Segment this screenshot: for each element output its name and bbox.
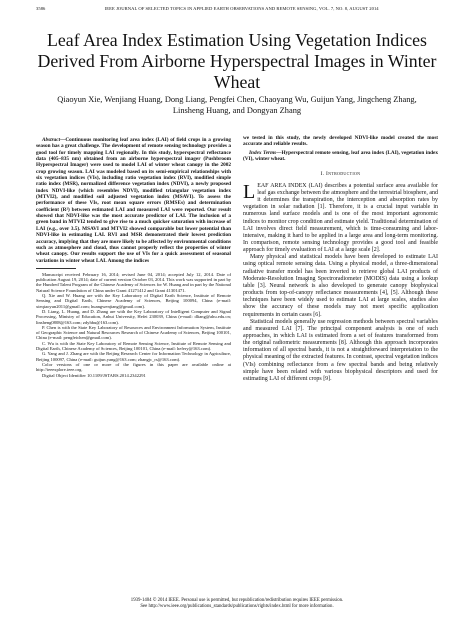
footnote-doi: Digital Object Identifier 10.1109/JSTARS.2014.2342291 xyxy=(42,372,146,378)
intro-first-words: EAF AREA INDEX xyxy=(257,182,307,189)
index-terms xyxy=(243,150,438,163)
section-heading: I. Introduction xyxy=(320,171,361,178)
page-number: 3586 xyxy=(36,6,46,11)
abstract-lead: Abstract xyxy=(42,137,61,143)
copyright-footer xyxy=(36,598,438,610)
drop-cap: L xyxy=(243,180,256,203)
footnote-color-versions: Color versions of one or more of the figures in this paper are available online at http://ieeexplore.ieee.org. xyxy=(36,361,231,373)
footnote-affiliation: C. Wu is with the State Key Laboratory of Remote Sensing Science, Institute of Remote Sensing and Digital Earth, Chinese Academy of Sciences, Beijing 100101, China (e-mail: hefery@163.com). xyxy=(36,340,231,352)
running-head xyxy=(36,6,438,11)
journal-name: IEEE JOURNAL OF SELECTED TOPICS IN APPLIED EARTH OBSERVATIONS AND REMOTE SENSING, VOL. 7, NO. 8, AUGUST 2014 xyxy=(104,6,379,11)
intro-paragraph-2: Many physical and statistical models have been developed to estimate LAI using optical remote sensing data. Using a physical model, a three-dimensional radiative transfer model has been inverted to retrieve global LAI products of Moderate-Resolution Imaging Spectroradiometer (MODIS) data using a lookup table [3]. Neural network is also developed to generate canopy biophysical products from top-of-canopy reflectance measurements [4], [5]. Although these techniques have been widely used to estimate LAI at large scales, studies also show the accuracy of these models may not meet specific application requirements in certain cases [6]. xyxy=(243,254,438,318)
footnote-affiliation: Q. Xie and W. Huang are with the Key Laboratory of Digital Earth Science, Institute of Remote Sensing and Digital Earth, Chinese Academy of Sciences, Beijing 100094, China (e-mail: xieqiaoyun2011@gmail.com; huangwenjiang@gmail.com). xyxy=(36,293,231,309)
copyright-line: 1939-1404 © 2014 IEEE. Personal use is permitted, but republication/redistribution requires IEEE permission. xyxy=(130,598,344,603)
footnote-affiliation: G. Yang and J. Zhang are with the Beijing Research Center for Information Technology in Agriculture, Beijing 100097, China (e-mail: guijun.yang@163.com; zhangjc_rs@163.com). xyxy=(36,351,231,362)
intro-paragraph-1 xyxy=(243,180,438,255)
intro-paragraph-3: Statistical models generally use regression methods between spectral variables and measured LAI [7]. The principal component analysis is one of such approaches, in which LAI is estimated from a set of features transformed from the original radiometric measurements [8]. Although this approach incorporates information of all spectral bands, it is not a straightforward interpretation to the physical meaning of the extracted features. In contrast, spectral vegetation indices (VIs) combining reflectance from a few spectral bands and being relatively simple have been related with various biophysical descriptors and used for estimating LAI of different crops [9]. xyxy=(243,318,438,382)
paper-title: Leaf Area Index Estimation Using Vegetation Indices Derived From Airborne Hyperspectral Images in Winter Wheat xyxy=(37,30,437,92)
rights-link-line: See http://www.ieee.org/publications_standards/publications/rights/index.html for more information. xyxy=(140,604,334,609)
abstract-continued: we tested in this study, the newly developed NDVI-like model created the most accurate and reliable results. xyxy=(243,135,438,148)
footnote-manuscript: Manuscript received February 16, 2014; revised June 04, 2014; accepted July 12, 2014. Date of publication August 19, 2014; date of current version October 03, 2014. This work was supported in part by the Hundred Talent Program of the Chinese Academy of Sciences for W. Huang and in part by the National Natural Science Foundation of China under Grant 41271412 and Grant 41301471. xyxy=(36,271,231,293)
author-list: Qiaoyun Xie, Wenjiang Huang, Dong Liang, Pengfei Chen, Chaoyang Wu, Guijun Yang, Jingcheng Zhang, Linsheng Huang, and Dongyan Zhang xyxy=(57,95,417,115)
footnote-affiliation: P. Chen is with the State Key Laboratory of Resources and Environment Information System, Institute of Geographic Science and Natural Resources Research of Chinese Academy of Sciences, Beijing 100101, China (e-mail: pengfeichen@gmail.com). xyxy=(36,324,231,341)
abstract xyxy=(36,137,231,264)
footnote-rule xyxy=(36,268,76,269)
index-terms-lead: Index Terms xyxy=(249,149,277,156)
footnote-affiliation: D. Liang, L. Huang, and D. Zhang are with the Key Laboratory of Intelligent Computer and Signal Processing, Ministry of Education, Anhui University, Hefei 230039, China (e-mail: dliang@ahu.edu.cn; linsheng0808@163.com; zdyhbu@163.com). xyxy=(36,308,231,325)
abstract-text: —Continuous monitoring leaf area index (LAI) of field crops in a growing season has a great challenge. The development of remote sensing technology provides a good tool for timely mapping LAI regionally. In this study, hyperspectral reflectance data (405–835 nm) obtained from an airborne hyperspectral imager (Pushbroom Hyperspectral Imager) were used to model LAI of winter wheat canopy in the 2002 crop growing season. LAI was modeled based on its semi-empirical relationships with six vegetation indices (VIs), including ratio vegetation index (RVI), modified simple ratio index (MSR), normalized difference vegetation index (NDVI), a newly proposed index NDVI-like (which resembles NDVI), modified triangular vegetation index (MTVI2), and modified soil adjusted vegetation index (MSAVI). To assess the performance of these VIs, root mean square errors (RMSEs) and determination coefficient (R²) between estimated LAI and measured LAI were reported. Our result showed that NDVI-like was the most accurate predictor of LAI. The inclusion of a green band in MTVI2 tended to give rise to a much quicker saturation with increase of LAI (e.g., over 3.5). MSAVI and MTVI2 showed comparable but lower potential than NDVI-like in estimating LAI. RVI and MSR demonstrated their lowest prediction accuracy, implying that they are more likely to be affected by environmental conditions such as atmosphere and cloud, thus cannot properly reflect the properties of winter wheat canopy. Our results support the use of VIs for a quick assessment of seasonal variations in winter wheat LAI. Among the indices xyxy=(36,137,231,264)
intro-paragraph-1-text: (LAI) describes a potential surface area available for leaf gas exchange between the atmosphere and the terrestrial biosphere, and it determines the transpiration, the interception and absorption rates by vegetation in solar radiation [1]. Therefore, it is a crucial input variable in numerous land surface models and is one of the most important agronomic indices to monitor crop condition and estimate yield. Traditional determination of LAI involves direct field measurement, which is time-consuming and labor-intensive, making it hard to be applied in a large area and long-term monitoring. In comparison, remote sensing technology provides a good tool and feasible approach for timely evaluation of LAI at a large scale [2]. xyxy=(243,182,438,254)
left-column xyxy=(36,137,231,378)
index-terms-text: —Hyperspectral remote sensing, leaf area index (LAI), vegetation index (VI), winter wheat. xyxy=(243,149,438,163)
right-column xyxy=(243,135,438,383)
